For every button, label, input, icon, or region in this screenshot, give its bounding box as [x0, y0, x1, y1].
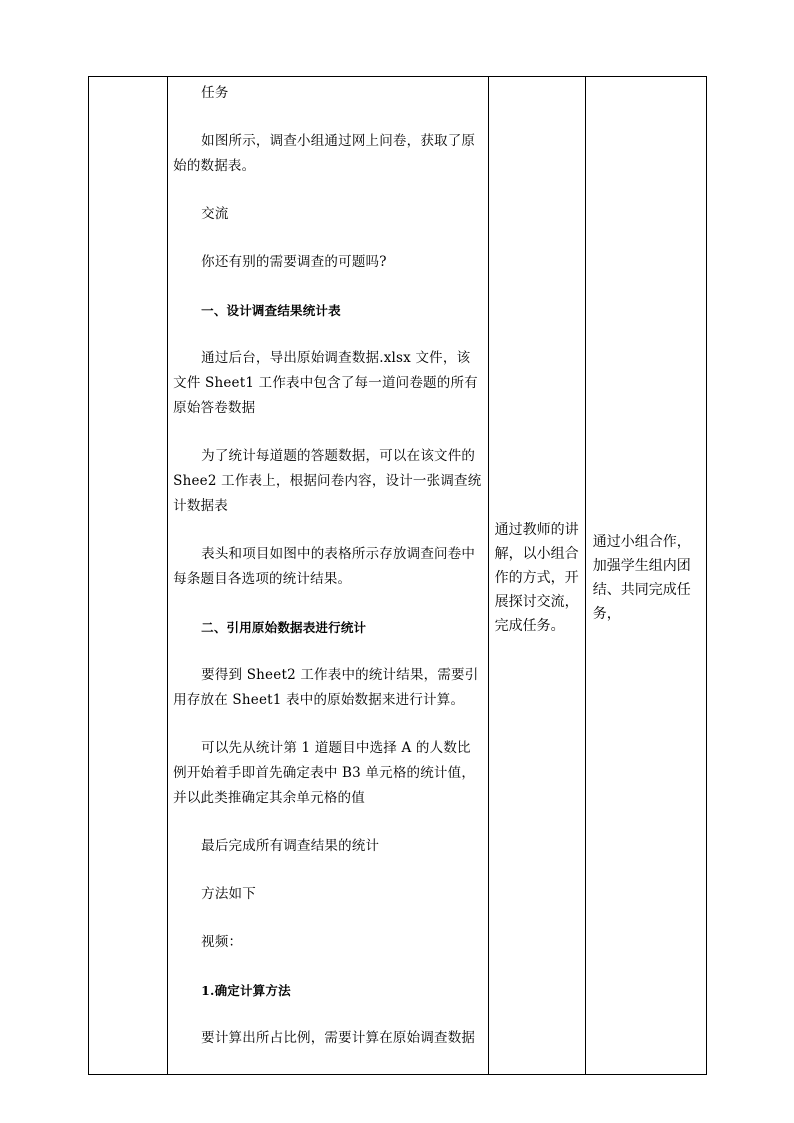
teacher-activity-content	[168, 77, 488, 1051]
student-activity-text: 通过教师的讲解，以小组合作的方式，开展探讨交流，完成任务。	[494, 521, 579, 634]
teacher-activity-cell	[168, 77, 489, 1075]
section-heading: 一、设计调查结果统计表	[201, 303, 341, 318]
paragraph: 为了统计每道题的答题数据，可以在该文件的 Shee2 工作表上，根据问卷内容，设计一张调查统计数据表	[173, 448, 482, 514]
paragraph: 通过后台，导出原始调查数据.xlsx 文件，该文件 Sheet1 工作表中包含了每一道问卷题的所有原始答卷数据	[173, 350, 478, 416]
paragraph: 任务	[201, 85, 229, 101]
paragraph: 最后完成所有调查结果的统计	[201, 838, 380, 854]
paragraph: 可以先从统计第 1 道题目中选择 A 的人数比例开始着手即首先确定表中 B3 单元格的统计值，并以此类推确定其余单元格的值	[173, 740, 476, 806]
paragraph: 视频：	[201, 934, 243, 950]
paragraph: 表头和项目如图中的表格所示存放调查问卷中每条题目各选项的统计结果。	[173, 546, 476, 587]
paragraph: 如图所示，调查小组通过网上问卷，获取了原始的数据表。	[173, 133, 476, 174]
design-intent-cell	[585, 77, 706, 1075]
paragraph: 你还有别的需要调查的可题吗?	[201, 254, 387, 270]
lesson-plan-table	[88, 76, 707, 1075]
section-heading: 1.确定计算方法	[201, 983, 291, 998]
paragraph: 要计算出所占比例，需要计算在原始调查数据	[201, 1030, 476, 1046]
table-row	[89, 77, 707, 1075]
design-intent-text: 通过小组合作，加强学生组内团结、共同完成任务，	[592, 533, 691, 622]
section-heading: 二、引用原始数据表进行统计	[201, 620, 367, 635]
paragraph: 要得到 Sheet2 工作表中的统计结果，需要引用存放在 Sheet1 表中的原始数据来进行计算。	[173, 667, 479, 708]
stage-cell	[89, 77, 168, 1075]
paragraph: 交流	[201, 206, 229, 222]
student-activity-cell	[488, 77, 585, 1075]
paragraph: 方法如下	[201, 886, 256, 902]
